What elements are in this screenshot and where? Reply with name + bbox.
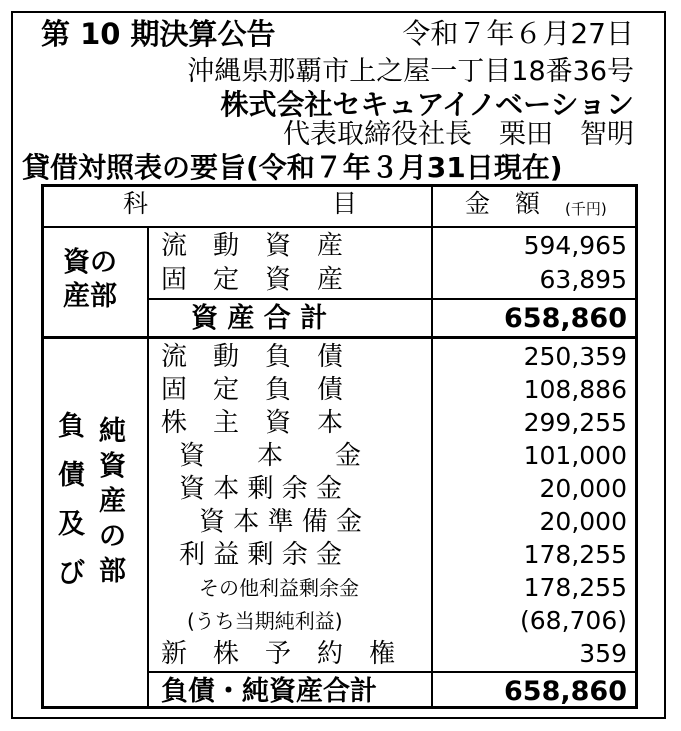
company-name: 株式会社セキュアイノベーション: [220, 88, 634, 121]
liabilities-group-col2: [99, 418, 126, 593]
row-value-net-income: (68,706): [520, 606, 627, 635]
row-value-fixed-liabilities: 108,886: [523, 375, 627, 404]
header-unit: (千円): [565, 200, 607, 218]
header-subject-1: 科: [123, 189, 149, 218]
row-label-other-retained-earnings: その他利益剰余金: [199, 576, 359, 600]
row-value-retained-earnings: 178,255: [523, 540, 627, 569]
assets-total-rule: [147, 298, 635, 300]
header-rule: [44, 226, 635, 228]
liabilities-total-value: 658,860: [504, 676, 627, 707]
liabilities-group-char: 及: [58, 509, 85, 540]
row-value-capital-reserve: 20,000: [539, 507, 627, 536]
balance-sheet-table: [41, 184, 638, 709]
section-rule: [44, 336, 635, 339]
row-label-current-assets: 流 動 資 産: [161, 231, 344, 261]
row-label-retained-earnings: 利 益 剰 余 金: [179, 540, 343, 570]
row-label-capital-reserve: 資 本 準 備 金: [199, 507, 363, 537]
notice-date: 令和７年６月27日: [402, 17, 634, 50]
header-amount: 金 額: [465, 189, 541, 218]
liabilities-group-char: 債: [58, 460, 85, 491]
row-label-net-income: (うち当期純利益): [187, 609, 343, 633]
assets-group-label-2: 産部: [63, 281, 117, 312]
assets-group-label-1: 資の: [63, 247, 117, 278]
balance-sheet-title: 貸借対照表の要旨(令和７年３月31日現在): [22, 151, 563, 184]
company-address: 沖縄県那覇市上之屋一丁目18番36号: [187, 56, 634, 87]
net-assets-group-char: 資: [99, 451, 126, 482]
row-value-capital-surplus: 20,000: [539, 474, 627, 503]
net-assets-group-char: 純: [99, 416, 126, 447]
liabilities-total-label: 負債・純資産合計: [161, 676, 377, 707]
header-subject-2: 目: [332, 189, 358, 218]
representative: 代表取締役社長 栗田 智明: [283, 119, 634, 150]
net-assets-group-char: 部: [99, 556, 126, 587]
row-label-current-liabilities: 流 動 負 債: [161, 342, 344, 372]
row-value-capital-stock: 101,000: [523, 441, 627, 470]
liabilities-group-char: 負: [58, 411, 85, 442]
liabilities-group-char: び: [58, 558, 85, 589]
row-value-fixed-assets: 63,895: [539, 265, 627, 294]
net-assets-group-char: の: [99, 521, 126, 552]
row-value-stock-acquisition-rights: 359: [579, 639, 627, 668]
assets-total-value: 658,860: [504, 303, 627, 334]
row-value-other-retained-earnings: 178,255: [523, 573, 627, 602]
liabilities-group-col1: [58, 413, 85, 609]
row-value-current-assets: 594,965: [523, 231, 627, 260]
row-value-shareholders-equity: 299,255: [523, 408, 627, 437]
row-label-capital-stock: 資 本 金: [179, 441, 362, 471]
column-divider: [431, 187, 433, 706]
net-assets-group-char: 産: [99, 486, 126, 517]
assets-total-label: 資 産 合 計: [191, 303, 328, 334]
row-label-shareholders-equity: 株 主 資 本: [161, 408, 344, 438]
row-value-current-liabilities: 250,359: [523, 342, 627, 371]
row-label-fixed-assets: 固 定 資 産: [161, 265, 344, 295]
liabilities-total-rule: [147, 671, 635, 673]
row-label-stock-acquisition-rights: 新 株 予 約 権: [161, 639, 396, 669]
row-label-fixed-liabilities: 固 定 負 債: [161, 375, 344, 405]
row-label-capital-surplus: 資 本 剰 余 金: [179, 474, 343, 504]
notice-title: 第 10 期決算公告: [41, 17, 276, 51]
